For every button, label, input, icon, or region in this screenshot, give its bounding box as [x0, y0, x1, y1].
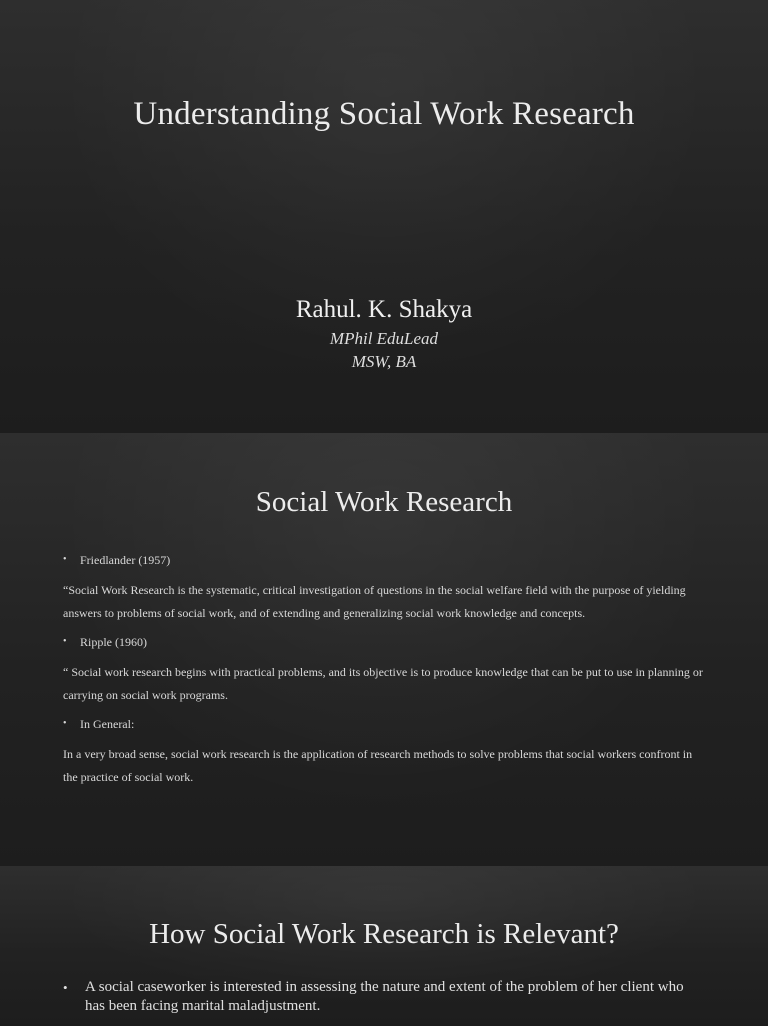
author-credential: MPhil EduLead — [329, 329, 439, 348]
title-slide — [0, 0, 768, 433]
slide-content — [63, 551, 708, 797]
definition-slide — [0, 433, 768, 866]
list-item — [63, 633, 708, 651]
presentation-title: Understanding Social Work Research — [133, 96, 635, 132]
author-credential: MSW, BA — [351, 352, 417, 371]
relevance-slide — [0, 866, 768, 1024]
slide-heading: Social Work Research — [255, 486, 513, 518]
slide-heading: How Social Work Research is Relevant? — [149, 918, 619, 950]
author-block — [0, 293, 768, 373]
author-name: Rahul. K. Shakya — [295, 296, 473, 323]
definition-text: In a very broad sense, social work research is the application of research methods to solve problems that social workers confront in the practice of social work. — [63, 747, 693, 784]
bullet-dot-icon: • — [63, 636, 67, 647]
bullet-label: Ripple (1960) — [80, 635, 147, 649]
bullet-text: A social caseworker is interested in assessing the nature and extent of the problem of her client who has been facing marital maladjustment. — [85, 979, 684, 1014]
bullet-dot-icon: • — [63, 980, 68, 995]
slide-content — [63, 978, 703, 1026]
bullet-label: Friedlander (1957) — [80, 553, 171, 567]
bullet-label: In General: — [80, 717, 135, 731]
definition-text: “ Social work research begins with practical problems, and its objective is to produce knowledge that can be put to use in planning or carrying on social work programs. — [63, 665, 703, 702]
bullet-dot-icon: • — [63, 554, 67, 565]
list-item — [63, 978, 703, 1016]
list-item — [63, 551, 708, 569]
list-item — [63, 715, 708, 733]
definition-text: “Social Work Research is the systematic, critical investigation of questions in the social welfare field with the purpose of yielding answers to problems of social work, and of extending and generalizing social work knowledge and concepts. — [63, 583, 686, 620]
bullet-dot-icon: • — [63, 718, 67, 729]
